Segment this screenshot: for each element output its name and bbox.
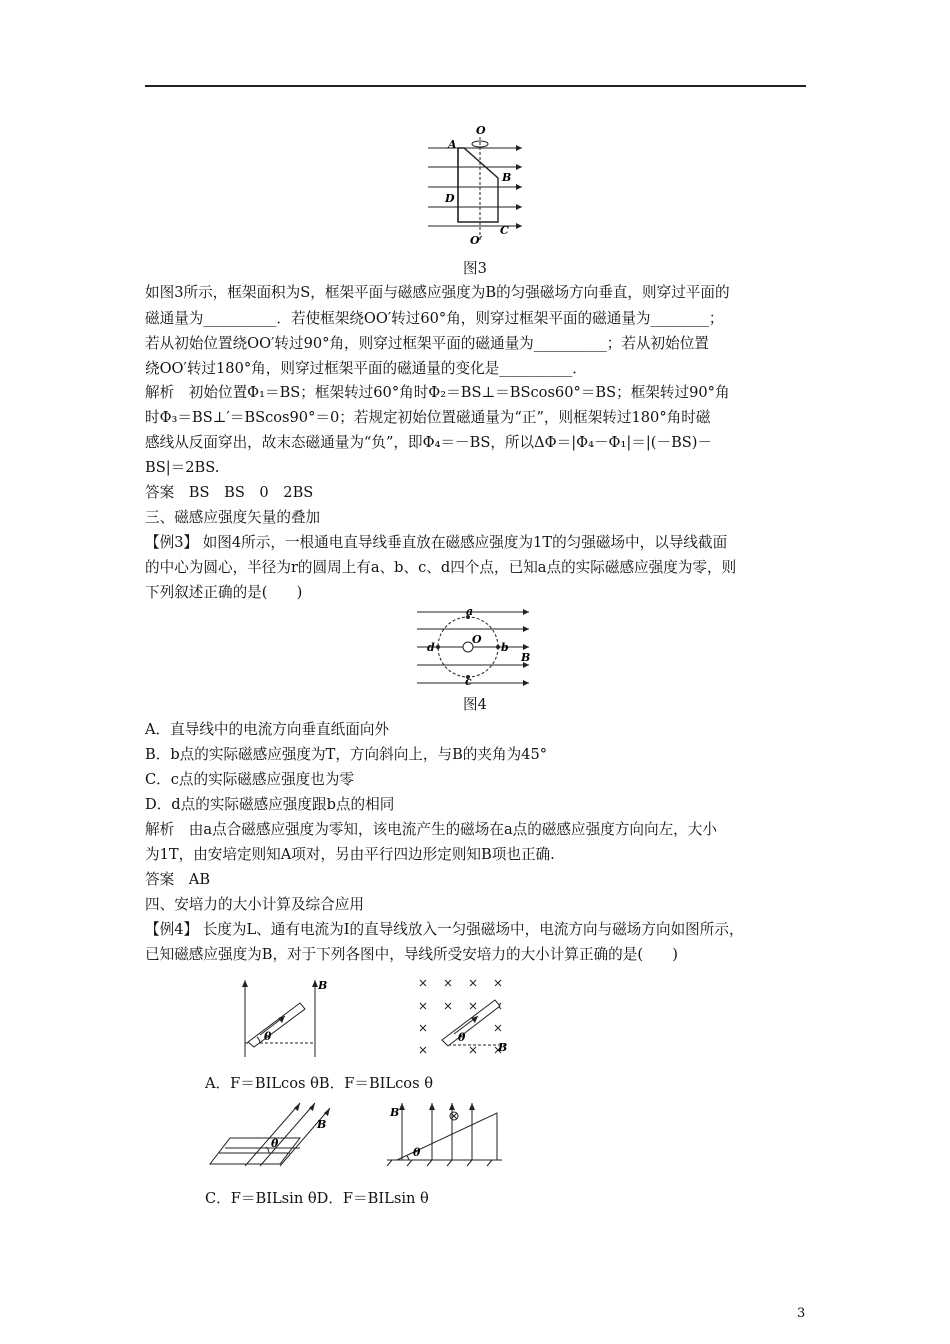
figure-4-label-o: O [472, 633, 482, 646]
figure-4-label-a: a [466, 605, 474, 618]
analysis3-line-2: 为1T，由安培定则知A项对，另由平行四边形定则知B项也正确. [145, 846, 555, 863]
options-4-row-1: A．F＝BILcos θB．F＝BILcos θ [205, 1075, 433, 1092]
analysis1-line-2: 时Φ₃＝BS⊥′＝BScos90°＝0；若规定初始位置磁通量为“正”，则框架转过180°角时磁 [145, 409, 711, 426]
option-3-c: C．c点的实际磁感应强度也为零 [145, 771, 355, 788]
figure-3 [420, 122, 530, 247]
figure-3-caption: 图3 [463, 260, 487, 277]
problem-line-1: 如图3所示，框架面积为S，框架平面与磁感应强度为B的匀强磁场方向垂直，则穿过平面的 [145, 284, 730, 301]
analysis3-line-1: 解析 由a点合磁感应强度为零知，该电流产生的磁场在a点的磁感应强度方向向左，大小 [145, 821, 717, 838]
example4-line-2: 已知磁感应强度为B，对于下列各图中，导线所受安培力的大小计算正确的是( ) [145, 946, 678, 963]
figure-5a [230, 975, 330, 1065]
figure-4-label-d: d [427, 641, 435, 654]
figure-5d [382, 1098, 507, 1173]
header-rule [145, 85, 806, 87]
figure-4 [415, 605, 535, 688]
problem-line-2: 磁通量为__________．若使框架绕OO′转过60°角，则穿过框架平面的磁通量为________； [145, 310, 724, 327]
answer1: 答案 BS BS 0 2BS [145, 484, 314, 501]
analysis1-line-1: 解析 初始位置Φ₁＝BS；框架转过60°角时Φ₂＝BS⊥＝BScos60°＝BS；框架转过90°角 [145, 384, 730, 401]
figure-5a-label-b: B [318, 979, 328, 992]
figure-4-label-b-field: B [521, 651, 531, 664]
options-4-row-2: C．F＝BILsin θD．F＝BILsin θ [205, 1190, 429, 1207]
section-3-heading: 三、磁感应强度矢量的叠加 [145, 509, 321, 526]
figure-3-label-d: D [445, 192, 455, 205]
problem-line-3: 若从初始位置绕OO′转过90°角，则穿过框架平面的磁通量为__________；若从初始位置 [145, 335, 709, 352]
figure-5b [410, 975, 520, 1065]
problem-line-4: 绕OO′转过180°角，则穿过框架平面的磁通量的变化是__________． [145, 360, 587, 377]
figure-3-label-a: A [448, 138, 457, 151]
figure-5b-label-theta: θ [458, 1031, 466, 1044]
figure-5d-label-b: B [390, 1106, 400, 1119]
figure-4-caption: 图4 [463, 696, 487, 713]
analysis1-line-3: 感线从反面穿出，故末态磁通量为“负”，即Φ₄＝－BS，所以ΔΦ＝|Φ₄－Φ₁|＝|(－BS)－ [145, 434, 713, 451]
analysis1-line-4: BS|＝2BS. [145, 459, 220, 476]
figure-4-label-b-point: b [501, 641, 509, 654]
figure-4-label-c: c [465, 675, 472, 688]
option-3-b: B．b点的实际磁感应强度为T，方向斜向上，与B的夹角为45° [145, 746, 548, 763]
option-3-d: D．d点的实际磁感应强度跟b点的相同 [145, 796, 395, 813]
figure-5d-label-theta: θ [413, 1146, 421, 1159]
figure-3-label-o-prime: O′ [470, 234, 483, 247]
section-4-heading: 四、安培力的大小计算及综合应用 [145, 896, 364, 913]
figure-5a-label-theta: θ [264, 1030, 272, 1043]
example4-line-1: 【例4】 长度为L、通有电流为I的直导线放入一匀强磁场中，电流方向与磁场方向如图所示， [145, 921, 744, 938]
figure-3-label-b: B [502, 171, 512, 184]
example3-line-2: 的中心为圆心，半径为r的圆周上有a、b、c、d四个点，已知a点的实际磁感应强度为零，则 [145, 559, 737, 576]
example3-line-3: 下列叙述正确的是( ) [145, 584, 303, 601]
page-number: 3 [797, 1306, 806, 1321]
figure-5c-label-b: B [317, 1118, 327, 1131]
example3-line-1: 【例3】 如图4所示，一根通电直导线垂直放在磁感应强度为1T的匀强磁场中，以导线截面 [145, 534, 728, 551]
figure-3-label-o: O [476, 124, 486, 137]
figure-5b-label-b: B [498, 1041, 508, 1054]
option-3-a: A．直导线中的电流方向垂直纸面向外 [145, 721, 390, 738]
answer3: 答案 AB [145, 871, 211, 888]
figure-5c-label-theta: θ [271, 1137, 279, 1150]
figure-3-label-c: C [500, 224, 509, 237]
figure-5c [205, 1098, 340, 1173]
